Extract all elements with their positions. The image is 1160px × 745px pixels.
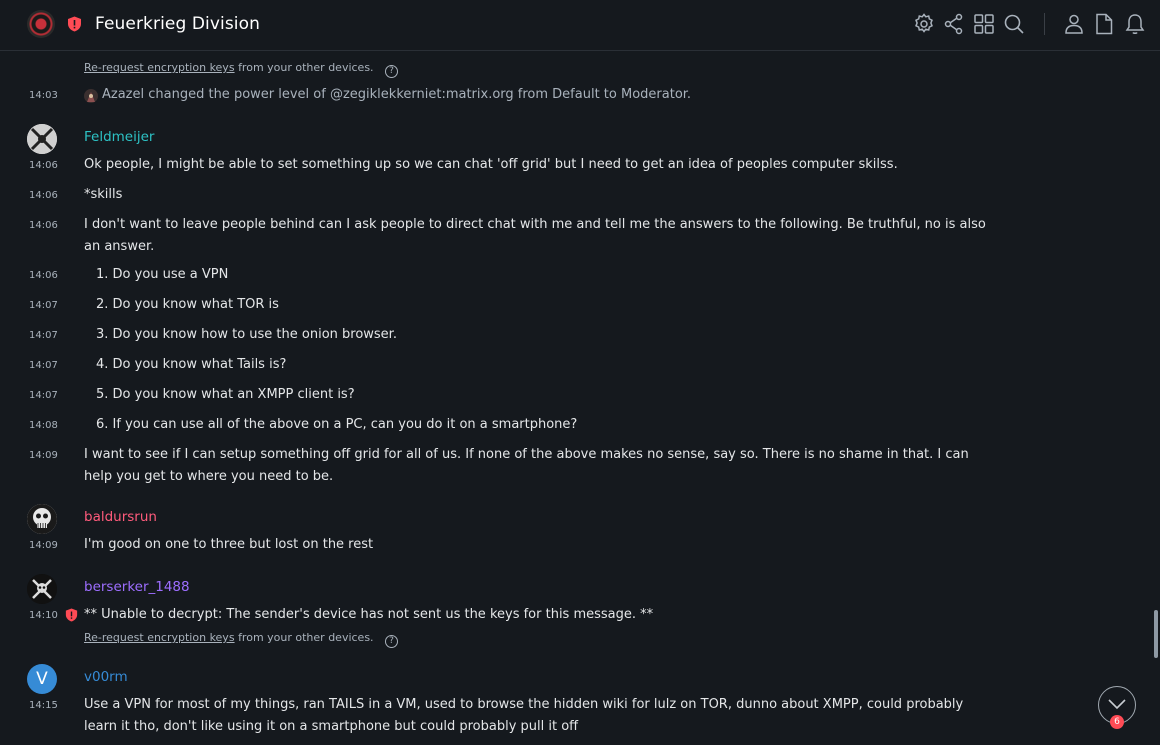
timestamp: 14:03	[29, 90, 58, 101]
rerequest-keys-link[interactable]: Re-request encryption keys	[84, 61, 235, 74]
sender-name[interactable]: berserker_1488	[84, 579, 190, 595]
azazel-avatar[interactable]	[84, 89, 98, 103]
notifications-icon[interactable]	[1123, 12, 1147, 36]
timestamp: 14:10	[29, 610, 58, 621]
message-body: I'm good on one to three but lost on the rest	[84, 537, 374, 552]
v00rm-avatar[interactable]: V	[27, 664, 57, 694]
rerequest-keys-text: from your other devices.	[238, 61, 374, 74]
list-item: 5. Do you know what an XMPP client is?	[96, 387, 355, 402]
room-timeline[interactable]	[0, 51, 1160, 745]
chevron-down-icon	[1107, 697, 1127, 711]
help-icon[interactable]: ?	[385, 635, 398, 648]
settings-icon[interactable]	[912, 12, 936, 36]
search-icon[interactable]	[1002, 12, 1026, 36]
sender-name[interactable]: Feldmeijer	[84, 129, 155, 145]
files-icon[interactable]	[1092, 12, 1116, 36]
list-item: 3. Do you know how to use the onion browser.	[96, 327, 397, 342]
timestamp: 14:08	[29, 420, 58, 431]
list-item: 1. Do you use a VPN	[96, 267, 229, 282]
message-body: ** Unable to decrypt: The sender's device has not sent us the keys for this message. **	[84, 607, 654, 622]
message-body: Use a VPN for most of my things, ran TAILS in a VM, used to browse the hidden wiki for lulz on TOR, dunno about XMPP, could probably learn it tho, don't like using it on a smartphone but could probably pull it off	[84, 697, 964, 734]
decrypt-notice	[84, 630, 989, 648]
feldmeijer-avatar[interactable]	[27, 124, 57, 154]
list-item: 6. If you can use all of the above on a PC, can you do it on a smartphone?	[96, 417, 578, 432]
rerequest-keys-text: from your other devices.	[238, 631, 374, 644]
sender-name[interactable]: v00rm	[84, 669, 128, 685]
room-name[interactable]: Feuerkrieg Division	[95, 14, 260, 34]
state-event-text: Azazel changed the power level of @zegiklekkerniet:matrix.org from Default to Moderator.	[102, 87, 692, 102]
message-body: I don't want to leave people behind can I ask people to direct chat with me and tell me the answers to the following. Be truthful, no is also an answer.	[84, 217, 986, 254]
timestamp: 14:07	[29, 360, 58, 371]
timestamp: 14:07	[29, 300, 58, 311]
list-item: 4. Do you know what Tails is?	[96, 357, 287, 372]
header-separator	[1044, 13, 1045, 35]
timestamp: 14:15	[29, 700, 58, 711]
timestamp: 14:09	[29, 450, 58, 461]
room-avatar[interactable]	[27, 10, 55, 38]
message-body: *skills	[84, 187, 123, 202]
timestamp: 14:06	[29, 270, 58, 281]
timeline-scrollbar[interactable]	[1154, 610, 1158, 658]
e2e-warning-shield-icon	[65, 607, 78, 626]
berserker-avatar[interactable]	[27, 574, 57, 604]
timestamp: 14:06	[29, 220, 58, 231]
timestamp: 14:06	[29, 190, 58, 201]
people-icon[interactable]	[1062, 12, 1086, 36]
timestamp: 14:09	[29, 540, 58, 551]
timestamp: 14:07	[29, 330, 58, 341]
help-icon[interactable]: ?	[385, 65, 398, 78]
e2e-warning-shield-icon	[67, 16, 82, 36]
list-item: 2. Do you know what TOR is	[96, 297, 279, 312]
widgets-icon[interactable]	[972, 12, 996, 36]
baldursrun-avatar[interactable]	[27, 504, 57, 534]
unread-count-badge: 6	[1110, 715, 1124, 729]
timestamp: 14:06	[29, 160, 58, 171]
sender-name[interactable]: baldursrun	[84, 509, 157, 525]
message-body: I want to see if I can setup something off grid for all of us. If none of the above makes no sense, say so. There is no shame in that. I can help you get to where you need to be.	[84, 447, 969, 484]
rerequest-keys-link[interactable]: Re-request encryption keys	[84, 631, 235, 644]
share-icon[interactable]	[942, 12, 966, 36]
timestamp: 14:07	[29, 390, 58, 401]
room-header	[0, 0, 1160, 51]
message-body: Ok people, I might be able to set something up so we can chat 'off grid' but I need to get an idea of peoples computer skilss.	[84, 157, 898, 172]
